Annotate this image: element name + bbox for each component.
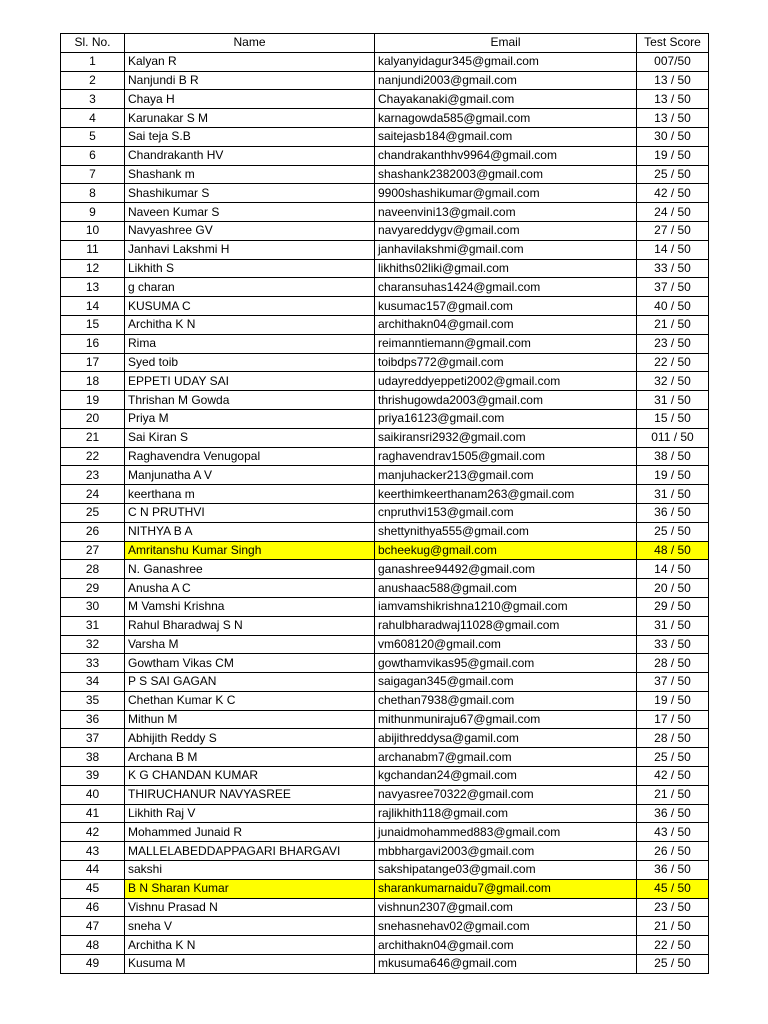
cell-email: chandrakanthhv9964@gmail.com <box>375 146 637 165</box>
cell-email: abijithreddysa@gamil.com <box>375 729 637 748</box>
cell-test-score: 42 / 50 <box>637 767 709 786</box>
table-row <box>61 109 709 128</box>
cell-test-score: 20 / 50 <box>637 579 709 598</box>
cell-sl-no: 37 <box>61 729 125 748</box>
cell-test-score: 15 / 50 <box>637 409 709 428</box>
cell-test-score: 42 / 50 <box>637 184 709 203</box>
cell-email: saigagan345@gmail.com <box>375 673 637 692</box>
table-row <box>61 353 709 372</box>
cell-sl-no: 34 <box>61 673 125 692</box>
cell-email: mbbhargavi2003@gmail.com <box>375 842 637 861</box>
cell-name: Raghavendra Venugopal <box>125 447 375 466</box>
table-body <box>61 52 709 973</box>
cell-sl-no: 21 <box>61 428 125 447</box>
cell-name: g charan <box>125 278 375 297</box>
header-name: Name <box>125 34 375 53</box>
cell-name: Sai Kiran S <box>125 428 375 447</box>
cell-email: iamvamshikrishna1210@gmail.com <box>375 597 637 616</box>
cell-email: keerthimkeerthanam263@gmail.com <box>375 485 637 504</box>
cell-email: toibdps772@gmail.com <box>375 353 637 372</box>
cell-sl-no: 11 <box>61 240 125 259</box>
cell-email: vishnun2307@gmail.com <box>375 898 637 917</box>
cell-sl-no: 3 <box>61 90 125 109</box>
cell-email: raghavendrav1505@gmail.com <box>375 447 637 466</box>
cell-name: Janhavi Lakshmi H <box>125 240 375 259</box>
cell-email: archanabm7@gmail.com <box>375 748 637 767</box>
cell-name: Likhith S <box>125 259 375 278</box>
cell-test-score: 21 / 50 <box>637 315 709 334</box>
cell-name: Anusha A C <box>125 579 375 598</box>
cell-sl-no: 45 <box>61 879 125 898</box>
cell-sl-no: 8 <box>61 184 125 203</box>
cell-sl-no: 23 <box>61 466 125 485</box>
cell-test-score: 36 / 50 <box>637 804 709 823</box>
cell-email: udayreddyeppeti2002@gmail.com <box>375 372 637 391</box>
table-row <box>61 616 709 635</box>
cell-email: navyasree70322@gmail.com <box>375 785 637 804</box>
cell-name: sakshi <box>125 861 375 880</box>
cell-email: karnagowda585@gmail.com <box>375 109 637 128</box>
cell-name: Sai teja S.B <box>125 127 375 146</box>
cell-sl-no: 10 <box>61 221 125 240</box>
cell-name: Archana B M <box>125 748 375 767</box>
cell-email: bcheekug@gmail.com <box>375 541 637 560</box>
cell-sl-no: 26 <box>61 522 125 541</box>
table-row <box>61 748 709 767</box>
cell-name: sneha V <box>125 917 375 936</box>
table-row <box>61 165 709 184</box>
cell-name: Manjunatha A V <box>125 466 375 485</box>
table-row <box>61 597 709 616</box>
cell-name: Navyashree GV <box>125 221 375 240</box>
cell-sl-no: 38 <box>61 748 125 767</box>
cell-name: Rahul Bharadwaj S N <box>125 616 375 635</box>
cell-sl-no: 2 <box>61 71 125 90</box>
cell-test-score: 25 / 50 <box>637 955 709 974</box>
cell-test-score: 26 / 50 <box>637 842 709 861</box>
table-row <box>61 240 709 259</box>
table-row <box>61 710 709 729</box>
table-row <box>61 127 709 146</box>
cell-test-score: 29 / 50 <box>637 597 709 616</box>
cell-name: Kusuma M <box>125 955 375 974</box>
table-row <box>61 71 709 90</box>
cell-sl-no: 19 <box>61 391 125 410</box>
table-row <box>61 654 709 673</box>
cell-email: Chayakanaki@gmail.com <box>375 90 637 109</box>
cell-sl-no: 6 <box>61 146 125 165</box>
table-row <box>61 90 709 109</box>
cell-test-score: 37 / 50 <box>637 673 709 692</box>
table-row <box>61 503 709 522</box>
cell-email: ganashree94492@gmail.com <box>375 560 637 579</box>
cell-name: Shashikumar S <box>125 184 375 203</box>
cell-sl-no: 30 <box>61 597 125 616</box>
cell-name: N. Ganashree <box>125 560 375 579</box>
cell-test-score: 22 / 50 <box>637 936 709 955</box>
cell-name: Syed toib <box>125 353 375 372</box>
cell-sl-no: 7 <box>61 165 125 184</box>
cell-email: shettynithya555@gmail.com <box>375 522 637 541</box>
cell-sl-no: 9 <box>61 203 125 222</box>
cell-sl-no: 20 <box>61 409 125 428</box>
table-row <box>61 842 709 861</box>
cell-email: sharankumarnaidu7@gmail.com <box>375 879 637 898</box>
cell-email: chethan7938@gmail.com <box>375 691 637 710</box>
cell-name: Varsha M <box>125 635 375 654</box>
cell-name: MALLELABEDDAPPAGARI BHARGAVI <box>125 842 375 861</box>
cell-email: archithakn04@gmail.com <box>375 315 637 334</box>
table-row <box>61 447 709 466</box>
cell-sl-no: 43 <box>61 842 125 861</box>
cell-name: Shashank m <box>125 165 375 184</box>
table-row <box>61 52 709 71</box>
cell-sl-no: 5 <box>61 127 125 146</box>
cell-name: Chaya H <box>125 90 375 109</box>
cell-sl-no: 22 <box>61 447 125 466</box>
cell-test-score: 25 / 50 <box>637 748 709 767</box>
cell-sl-no: 15 <box>61 315 125 334</box>
table-row <box>61 184 709 203</box>
cell-email: saitejasb184@gmail.com <box>375 127 637 146</box>
cell-sl-no: 36 <box>61 710 125 729</box>
cell-name: NITHYA B A <box>125 522 375 541</box>
cell-test-score: 13 / 50 <box>637 90 709 109</box>
cell-name: Chandrakanth HV <box>125 146 375 165</box>
table-row <box>61 767 709 786</box>
test-score-table <box>60 33 709 974</box>
cell-name: Chethan Kumar K C <box>125 691 375 710</box>
table-row <box>61 297 709 316</box>
cell-sl-no: 16 <box>61 334 125 353</box>
cell-test-score: 007/50 <box>637 52 709 71</box>
table-row <box>61 560 709 579</box>
cell-name: Priya M <box>125 409 375 428</box>
cell-email: charansuhas1424@gmail.com <box>375 278 637 297</box>
cell-test-score: 33 / 50 <box>637 259 709 278</box>
cell-email: junaidmohammed883@gmail.com <box>375 823 637 842</box>
cell-email: likhiths02liki@gmail.com <box>375 259 637 278</box>
cell-sl-no: 1 <box>61 52 125 71</box>
cell-sl-no: 33 <box>61 654 125 673</box>
table-row <box>61 391 709 410</box>
cell-test-score: 24 / 50 <box>637 203 709 222</box>
cell-test-score: 19 / 50 <box>637 691 709 710</box>
cell-test-score: 14 / 50 <box>637 560 709 579</box>
cell-email: shashank2382003@gmail.com <box>375 165 637 184</box>
cell-name: K G CHANDAN KUMAR <box>125 767 375 786</box>
cell-name: Vishnu Prasad N <box>125 898 375 917</box>
cell-name: EPPETI UDAY SAI <box>125 372 375 391</box>
cell-email: kusumac157@gmail.com <box>375 297 637 316</box>
table-row <box>61 315 709 334</box>
cell-test-score: 17 / 50 <box>637 710 709 729</box>
cell-test-score: 38 / 50 <box>637 447 709 466</box>
table-row <box>61 879 709 898</box>
cell-test-score: 31 / 50 <box>637 391 709 410</box>
cell-name: Gowtham Vikas CM <box>125 654 375 673</box>
cell-test-score: 21 / 50 <box>637 785 709 804</box>
cell-name: Architha K N <box>125 315 375 334</box>
cell-sl-no: 24 <box>61 485 125 504</box>
cell-test-score: 33 / 50 <box>637 635 709 654</box>
cell-name: KUSUMA C <box>125 297 375 316</box>
cell-test-score: 22 / 50 <box>637 353 709 372</box>
cell-test-score: 13 / 50 <box>637 71 709 90</box>
cell-sl-no: 41 <box>61 804 125 823</box>
cell-email: reimanntiemann@gmail.com <box>375 334 637 353</box>
cell-sl-no: 14 <box>61 297 125 316</box>
cell-test-score: 19 / 50 <box>637 466 709 485</box>
cell-email: snehasnehav02@gmail.com <box>375 917 637 936</box>
cell-name: THIRUCHANUR NAVYASREE <box>125 785 375 804</box>
cell-sl-no: 49 <box>61 955 125 974</box>
table-row <box>61 785 709 804</box>
cell-email: rahulbharadwaj11028@gmail.com <box>375 616 637 635</box>
cell-email: anushaac588@gmail.com <box>375 579 637 598</box>
cell-email: manjuhacker213@gmail.com <box>375 466 637 485</box>
cell-test-score: 13 / 50 <box>637 109 709 128</box>
cell-email: 9900shashikumar@gmail.com <box>375 184 637 203</box>
cell-name: Thrishan M Gowda <box>125 391 375 410</box>
cell-test-score: 14 / 50 <box>637 240 709 259</box>
cell-name: Abhijith Reddy S <box>125 729 375 748</box>
cell-name: Mohammed Junaid R <box>125 823 375 842</box>
table-row <box>61 278 709 297</box>
cell-sl-no: 28 <box>61 560 125 579</box>
cell-sl-no: 17 <box>61 353 125 372</box>
table-row <box>61 955 709 974</box>
table-row <box>61 861 709 880</box>
table-row <box>61 428 709 447</box>
cell-test-score: 23 / 50 <box>637 334 709 353</box>
cell-name: C N PRUTHVI <box>125 503 375 522</box>
table-row <box>61 804 709 823</box>
cell-email: cnpruthvi153@gmail.com <box>375 503 637 522</box>
cell-sl-no: 47 <box>61 917 125 936</box>
cell-name: Kalyan R <box>125 52 375 71</box>
cell-email: vm608120@gmail.com <box>375 635 637 654</box>
cell-test-score: 36 / 50 <box>637 861 709 880</box>
cell-name: P S SAI GAGAN <box>125 673 375 692</box>
cell-email: janhavilakshmi@gmail.com <box>375 240 637 259</box>
cell-test-score: 37 / 50 <box>637 278 709 297</box>
table-row <box>61 729 709 748</box>
cell-name: Amritanshu Kumar Singh <box>125 541 375 560</box>
table-row <box>61 522 709 541</box>
cell-test-score: 27 / 50 <box>637 221 709 240</box>
cell-email: nanjundi2003@gmail.com <box>375 71 637 90</box>
cell-sl-no: 29 <box>61 579 125 598</box>
cell-email: rajlikhith118@gmail.com <box>375 804 637 823</box>
cell-sl-no: 48 <box>61 936 125 955</box>
cell-name: Mithun M <box>125 710 375 729</box>
cell-sl-no: 25 <box>61 503 125 522</box>
cell-email: kalyanyidagur345@gmail.com <box>375 52 637 71</box>
cell-email: mithunmuniraju67@gmail.com <box>375 710 637 729</box>
cell-email: naveenvini13@gmail.com <box>375 203 637 222</box>
cell-email: mkusuma646@gmail.com <box>375 955 637 974</box>
cell-test-score: 25 / 50 <box>637 522 709 541</box>
header-email: Email <box>375 34 637 53</box>
table-row <box>61 334 709 353</box>
header-sl-no: Sl. No. <box>61 34 125 53</box>
table-row <box>61 917 709 936</box>
cell-name: Naveen Kumar S <box>125 203 375 222</box>
cell-test-score: 28 / 50 <box>637 729 709 748</box>
cell-test-score: 25 / 50 <box>637 165 709 184</box>
cell-test-score: 011 / 50 <box>637 428 709 447</box>
cell-test-score: 23 / 50 <box>637 898 709 917</box>
cell-sl-no: 12 <box>61 259 125 278</box>
table-row <box>61 936 709 955</box>
cell-email: saikiransri2932@gmail.com <box>375 428 637 447</box>
cell-email: gowthamvikas95@gmail.com <box>375 654 637 673</box>
cell-name: B N Sharan Kumar <box>125 879 375 898</box>
cell-test-score: 31 / 50 <box>637 485 709 504</box>
table-row <box>61 259 709 278</box>
cell-email: priya16123@gmail.com <box>375 409 637 428</box>
cell-name: Likhith Raj V <box>125 804 375 823</box>
cell-email: navyareddygv@gmail.com <box>375 221 637 240</box>
cell-sl-no: 27 <box>61 541 125 560</box>
table-row <box>61 221 709 240</box>
cell-test-score: 45 / 50 <box>637 879 709 898</box>
table-row <box>61 898 709 917</box>
header-row <box>61 34 709 53</box>
cell-email: thrishugowda2003@gmail.com <box>375 391 637 410</box>
cell-test-score: 30 / 50 <box>637 127 709 146</box>
cell-name: Architha K N <box>125 936 375 955</box>
table-row <box>61 691 709 710</box>
cell-sl-no: 42 <box>61 823 125 842</box>
cell-sl-no: 4 <box>61 109 125 128</box>
cell-sl-no: 39 <box>61 767 125 786</box>
table-row <box>61 372 709 391</box>
table-row <box>61 146 709 165</box>
cell-name: Karunakar S M <box>125 109 375 128</box>
header-test-score: Test Score <box>637 34 709 53</box>
table-row <box>61 541 709 560</box>
table-row <box>61 485 709 504</box>
table-row <box>61 409 709 428</box>
cell-test-score: 40 / 50 <box>637 297 709 316</box>
cell-email: archithakn04@gmail.com <box>375 936 637 955</box>
cell-name: M Vamshi Krishna <box>125 597 375 616</box>
table-row <box>61 203 709 222</box>
cell-test-score: 31 / 50 <box>637 616 709 635</box>
cell-test-score: 21 / 50 <box>637 917 709 936</box>
cell-email: kgchandan24@gmail.com <box>375 767 637 786</box>
cell-sl-no: 46 <box>61 898 125 917</box>
cell-test-score: 43 / 50 <box>637 823 709 842</box>
cell-sl-no: 40 <box>61 785 125 804</box>
cell-sl-no: 18 <box>61 372 125 391</box>
table-row <box>61 579 709 598</box>
table-row <box>61 673 709 692</box>
cell-test-score: 32 / 50 <box>637 372 709 391</box>
cell-sl-no: 32 <box>61 635 125 654</box>
table-row <box>61 466 709 485</box>
cell-test-score: 48 / 50 <box>637 541 709 560</box>
table-row <box>61 823 709 842</box>
cell-sl-no: 35 <box>61 691 125 710</box>
table-row <box>61 635 709 654</box>
cell-email: sakshipatange03@gmail.com <box>375 861 637 880</box>
cell-name: keerthana m <box>125 485 375 504</box>
cell-sl-no: 44 <box>61 861 125 880</box>
cell-sl-no: 13 <box>61 278 125 297</box>
cell-sl-no: 31 <box>61 616 125 635</box>
cell-test-score: 28 / 50 <box>637 654 709 673</box>
cell-test-score: 36 / 50 <box>637 503 709 522</box>
cell-name: Nanjundi B R <box>125 71 375 90</box>
cell-name: Rima <box>125 334 375 353</box>
cell-test-score: 19 / 50 <box>637 146 709 165</box>
